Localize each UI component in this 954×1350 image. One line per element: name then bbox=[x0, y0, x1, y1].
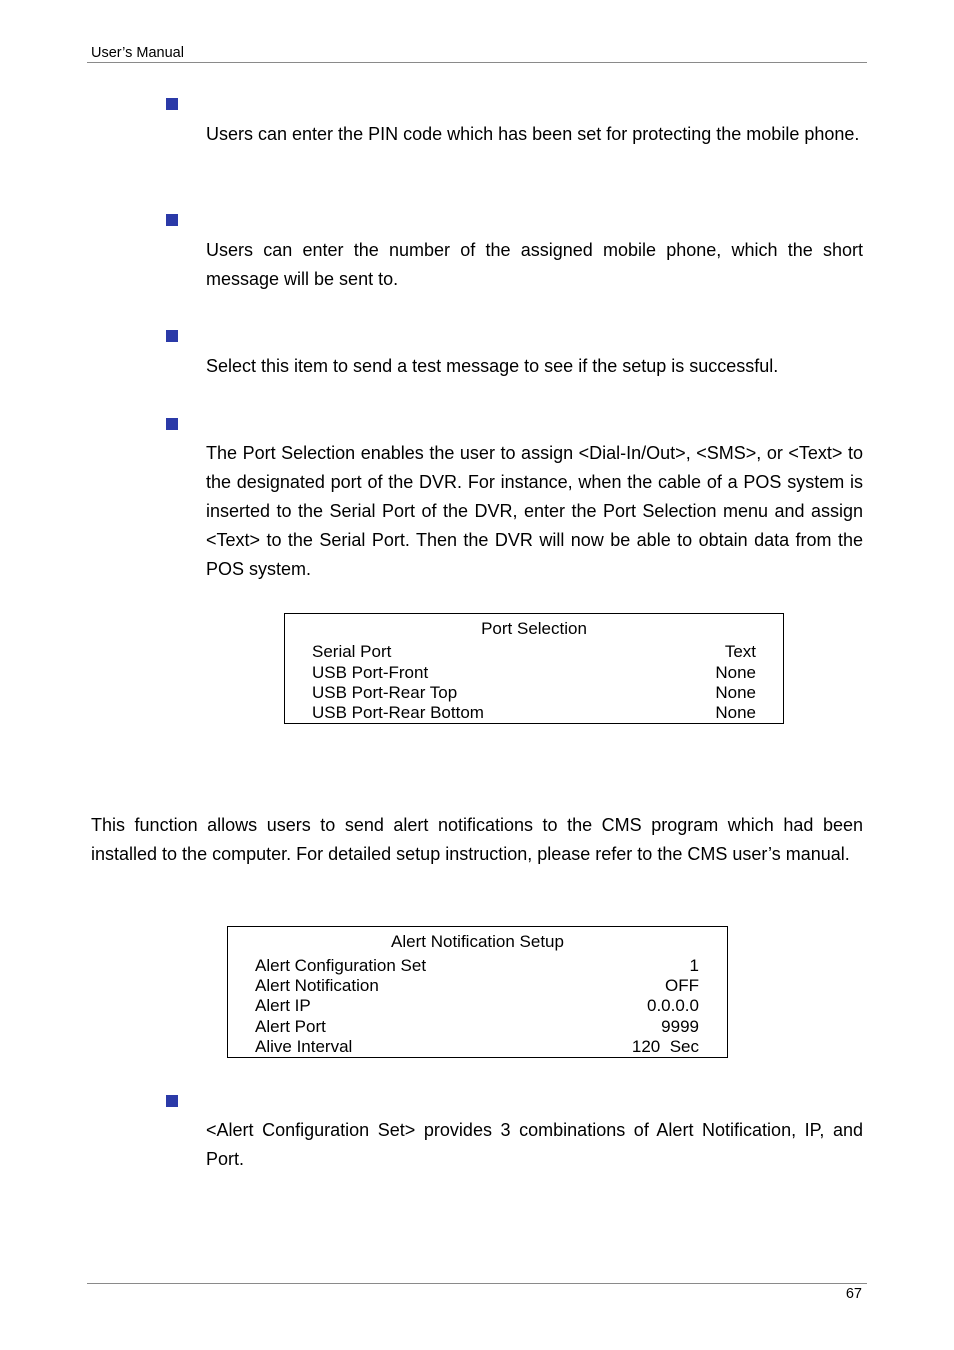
menu-title: Alert Notification Setup bbox=[391, 932, 564, 951]
port-selection-menu bbox=[284, 613, 784, 724]
menu-row-value: 120 Sec bbox=[631, 1037, 699, 1056]
page-number: 67 bbox=[845, 1286, 862, 1302]
bullet-square-icon bbox=[166, 98, 178, 110]
header-rule bbox=[87, 62, 867, 63]
menu-row-label: USB Port-Front bbox=[312, 663, 429, 682]
test-message-description: Select this item to send a test message to see if the setup is successful. bbox=[206, 356, 779, 376]
menu-row-value: 1 bbox=[689, 956, 699, 975]
menu-row-label: Alert Notification bbox=[255, 976, 379, 995]
menu-title: Port Selection bbox=[481, 619, 587, 638]
pin-code-description: Users can enter the PIN code which has been set for protecting the mobile phone. bbox=[206, 124, 860, 144]
menu-row bbox=[312, 683, 756, 703]
running-header: User’s Manual bbox=[91, 45, 184, 61]
footer-rule bbox=[87, 1283, 867, 1284]
port-selection-description: The Port Selection enables the user to assign <Dial-In/Out>, <SMS>, or <Text> to the designated port of the DVR. For instance, when the cable of a POS system is inserted to the Serial Port of the DVR, enter the Port Selection menu and assign <Text> to the Serial Port. Then the DVR will now be able to obtain data from the POS system. bbox=[206, 443, 863, 579]
bullet-square-icon bbox=[166, 214, 178, 226]
menu-row-value: Text bbox=[724, 642, 756, 661]
menu-row-value: 0.0.0.0 bbox=[647, 996, 699, 1015]
menu-row bbox=[255, 1037, 699, 1057]
menu-row bbox=[255, 976, 699, 996]
menu-row-label: Alive Interval bbox=[255, 1037, 353, 1056]
menu-row bbox=[255, 956, 699, 976]
menu-row-value: 9999 bbox=[661, 1017, 699, 1036]
menu-row-label: Alert Port bbox=[255, 1017, 326, 1036]
menu-row-value: None bbox=[715, 663, 756, 682]
menu-row bbox=[255, 996, 699, 1016]
bullet-square-icon bbox=[166, 1095, 178, 1107]
alert-notification-menu bbox=[227, 926, 728, 1058]
menu-row-value: None bbox=[715, 703, 756, 722]
phone-number-description: Users can enter the number of the assigned mobile phone, which the short message will be sent to. bbox=[206, 240, 863, 289]
menu-row-label: Alert IP bbox=[255, 996, 311, 1015]
bullet-square-icon bbox=[166, 330, 178, 342]
menu-row-value: OFF bbox=[665, 976, 699, 995]
menu-row-label: USB Port-Rear Top bbox=[312, 683, 458, 702]
menu-row-label: Alert Configuration Set bbox=[255, 956, 427, 975]
menu-row-label: Serial Port bbox=[312, 642, 392, 661]
menu-row bbox=[312, 703, 756, 723]
alert-config-description: <Alert Configuration Set> provides 3 combinations of Alert Notification, IP, and Port. bbox=[206, 1120, 863, 1169]
alert-notification-intro: This function allows users to send alert notifications to the CMS program which had been installed to the computer. For detailed setup instruction, please refer to the CMS user’s manual. bbox=[91, 815, 863, 864]
menu-row bbox=[255, 1017, 699, 1037]
bullet-square-icon bbox=[166, 418, 178, 430]
menu-row-value: None bbox=[715, 683, 756, 702]
menu-row bbox=[312, 642, 756, 662]
menu-row-label: USB Port-Rear Bottom bbox=[312, 703, 484, 722]
menu-row bbox=[312, 663, 756, 683]
